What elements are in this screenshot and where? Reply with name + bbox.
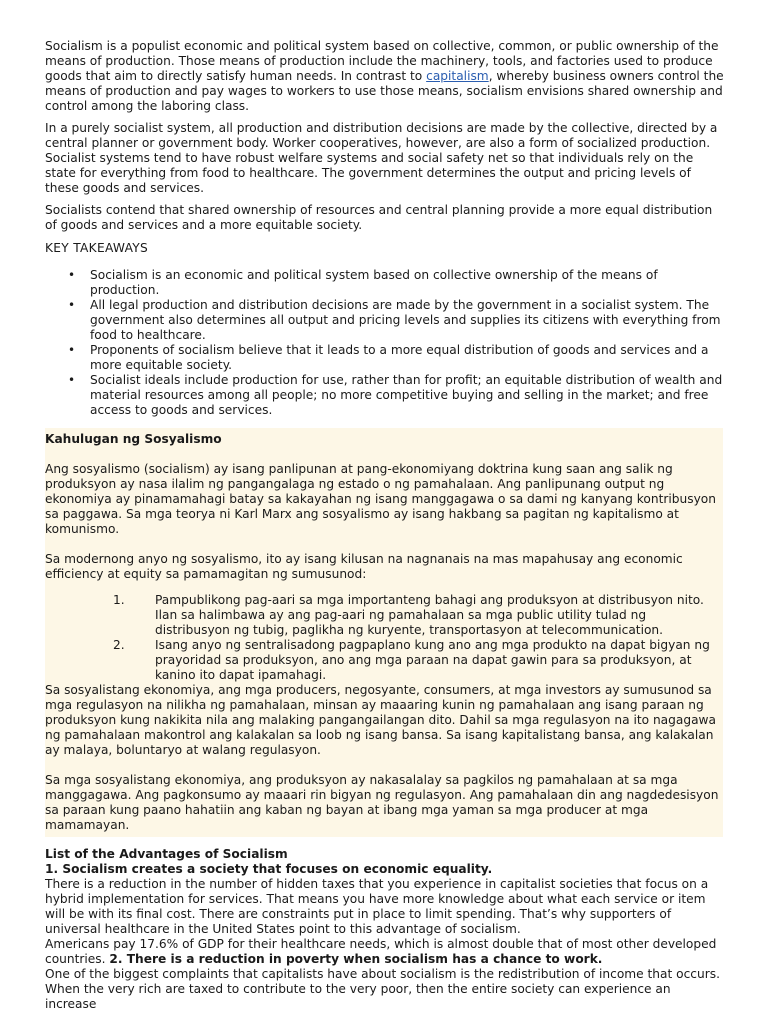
list-item: • Socialism is an economic and political system based on collective ownership of the means of production.	[90, 268, 725, 298]
tagalog-paragraph-3: Sa sosyalistang ekonomiya, ang mga producers, negosyante, consumers, at mga investors ay sumusunod sa mga regulasyon na nilikha ng pamahalaan, minsan ay maaaring kunin ng pamahalaan ang isang paraan ng produksyon kung nakikita nila ang malaking pangangailangan dito. Dahil sa mga regulasyon na ito nagagawa ng pamahalaan makontrol ang kalakalan sa loob ng isang bansa. Sa isang kapitalistang bansa, ang kalakalan ay malaya, boluntaryo at walang regulasyon.	[45, 683, 716, 757]
advantages-section	[45, 847, 725, 1012]
list-item: • All legal production and distribution decisions are made by the government in a socialist system. The government also determines all output and pricing levels and supplies its citizens with everything from food to healthcare.	[90, 298, 725, 343]
tagalog-numbered-list	[45, 593, 723, 683]
intro-text-b: , whereby business owners control the means of production and pay wages to workers to use those means, socialism envisions shared ownership and control among the laboring class.	[45, 69, 724, 113]
document-page	[45, 39, 725, 1012]
advantage-1-stat: Americans pay 17.6% of GDP for their healthcare needs, which is almost double that of most other developed countries.	[45, 937, 717, 966]
list-number: 1.	[113, 593, 125, 607]
key-takeaways-list	[45, 268, 725, 418]
intro-text-a: Socialism is a populist economic and political system based on collective, common, or public ownership of the means of production. Those means of production include the machinery, tools, and factories used to produce goods that aim to directly satisfy human needs. In contrast to	[45, 39, 719, 83]
key-takeaways-heading: KEY TAKEAWAYS	[45, 241, 149, 255]
advantage-1-title: 1. Socialism creates a society that focuses on economic equality.	[45, 862, 493, 876]
list-number: 2.	[113, 638, 125, 652]
tagalog-heading: Kahulugan ng Sosyalismo	[45, 432, 222, 446]
tagalog-paragraph-1: Ang sosyalismo (socialism) ay isang panlipunan at pang-ekonomiyang doktrina kung saan ang salik ng produksyon ay nasa ilalim ng pangangalaga ng estado o ng pamahalaan. Ang panlipunang output ng ekonomiya ay pinamamahagi batay sa kakayahan ng isang manggagawa o sa dami ng kanyang kontribusyon sa paggawa. Sa mga teorya ni Karl Marx ang sosyalismo ay isang hakbang sa pagitan ng kapitalismo at komunismo.	[45, 462, 716, 536]
tagalog-paragraph-2: Sa modernong anyo ng sosyalismo, ito ay isang kilusan na nagnanais na mas mapahusay ang economic efficiency at equity sa pamamagitan ng sumusunod:	[45, 552, 683, 581]
intro-paragraph-2: In a purely socialist system, all production and distribution decisions are made by the collective, directed by a central planner or government body. Worker cooperatives, however, are also a form of socialized production. Socialist systems tend to have robust welfare systems and social safety net so that individuals rely on the state for everything from food to healthcare. The government determines the output and pricing levels of these goods and services.	[45, 121, 718, 195]
list-item: • Proponents of socialism believe that it leads to a more equal distribution of goods and services and a more equitable society.	[90, 343, 725, 373]
list-item	[113, 638, 723, 683]
list-item: • Socialist ideals include production for use, rather than for profit; an equitable distribution of wealth and material resources among all people; no more competitive buying and selling in the market; and free access to goods and services.	[90, 373, 725, 418]
list-item-text: Pampublikong pag-aari sa mga importanteng bahagi ang produksyon at distribusyon nito. Ilan sa halimbawa ay ang pag-aari ng pamahalaan sa mga public utility tulad ng distribusyon ng tubig, paglikha ng kuryente, transportasyon at telecommunication.	[155, 593, 704, 637]
advantage-2-text: One of the biggest complaints that capitalists have about socialism is the redistribution of income that occurs. When the very rich are taxed to contribute to the very poor, then the entire society can experience an increase	[45, 967, 720, 1011]
list-item	[113, 593, 723, 638]
intro-paragraph-1	[45, 39, 725, 114]
advantage-2-title: 2. There is a reduction in poverty when socialism has a chance to work.	[109, 952, 603, 966]
advantage-1-text-2	[45, 937, 725, 967]
tagalog-section	[45, 428, 723, 837]
list-item-text: Isang anyo ng sentralisadong pagpaplano kung ano ang mga produkto na dapat bigyan ng prayoridad sa produksyon, ano ang mga paraan na dapat gawin para sa produksyon, at kanino ito dapat ipamahagi.	[155, 638, 710, 682]
intro-paragraph-3: Socialists contend that shared ownership of resources and central planning provide a more equal distribution of goods and services and a more equitable society.	[45, 203, 713, 232]
advantages-heading: List of the Advantages of Socialism	[45, 847, 288, 861]
advantage-1-text: There is a reduction in the number of hidden taxes that you experience in capitalist societies that focus on a hybrid implementation for services. That means you have more knowledge about what each service or item will be with its final cost. There are constraints put in place to limit spending. That’s why supporters of universal healthcare in the United States point to this advantage of socialism.	[45, 877, 709, 936]
tagalog-paragraph-4: Sa mga sosyalistang ekonomiya, ang produksyon ay nakasalalay sa pagkilos ng pamahalaan at sa mga manggagawa. Ang pagkonsumo ay maaari rin bigyan ng regulasyon. Ang pamahalaan din ang nagdedesisyon sa paraan kung paano hahatiin ang kaban ng bayan at ibang mga yaman sa mga producer at mga mamamayan.	[45, 773, 719, 832]
capitalism-link[interactable]: capitalism	[426, 69, 489, 83]
